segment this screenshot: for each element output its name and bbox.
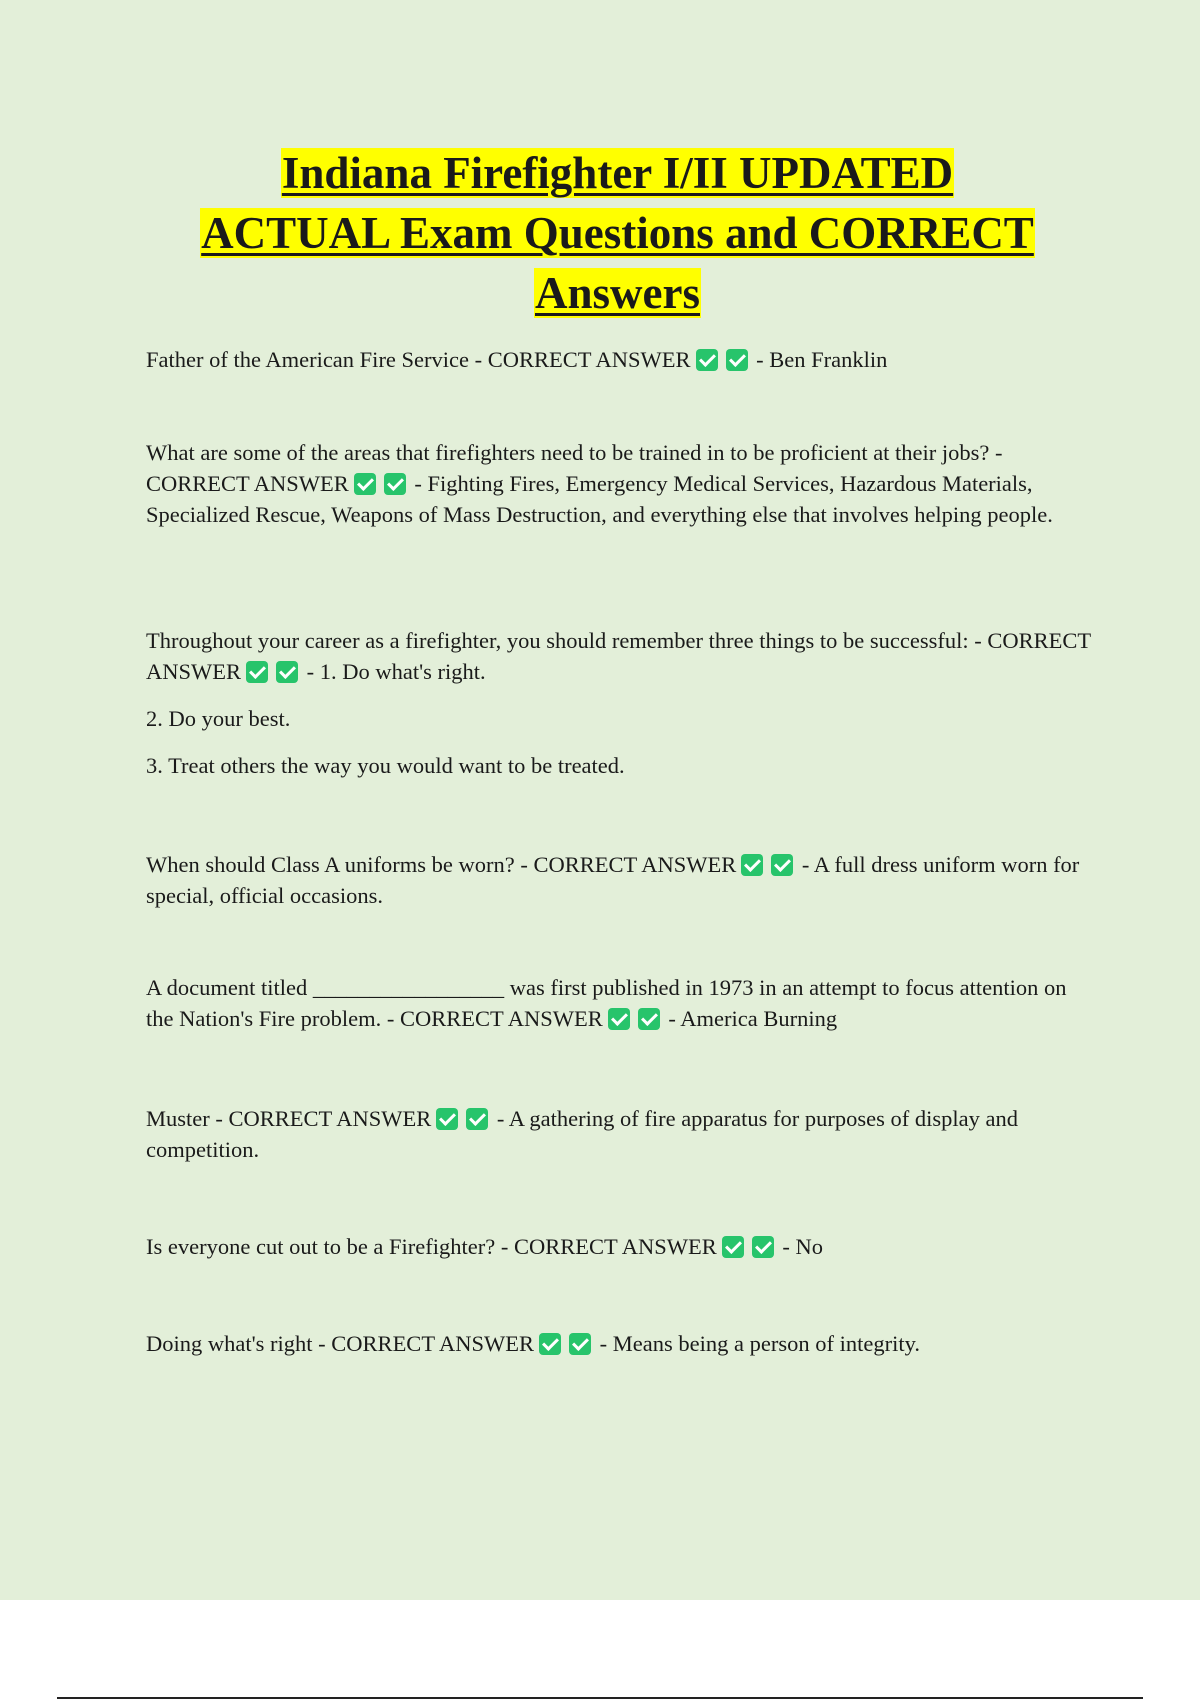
qa-item — [146, 1231, 1092, 1262]
answer-text: - No — [776, 1234, 823, 1259]
qa-item — [146, 437, 1092, 530]
question-text: When should Class A uniforms be worn? - — [146, 852, 534, 877]
qa-item — [146, 972, 1092, 1034]
qa-item — [146, 1328, 1092, 1359]
qa-text — [146, 344, 1092, 375]
answer-marker: CORRECT ANSWER — [146, 628, 1091, 684]
answer-marker: CORRECT ANSWER — [514, 1234, 717, 1259]
answer-list-item: 3. Treat others the way you would want to be treated. — [146, 753, 625, 778]
qa-item — [146, 625, 1092, 781]
green-checkmark-icon — [771, 854, 793, 876]
document-title — [120, 143, 1115, 323]
green-checkmark-icon — [741, 854, 763, 876]
green-checkmark-icon — [752, 1236, 774, 1258]
green-checkmark-icon — [276, 661, 298, 683]
answer-marker: CORRECT ANSWER — [146, 471, 349, 496]
answer-marker: CORRECT ANSWER — [228, 1106, 432, 1131]
title-line-2: ACTUAL Exam Questions and CORRECT — [201, 208, 1034, 258]
answer-text: - A full dress uniform worn for special, official occasions. — [146, 852, 1080, 908]
qa-text — [146, 1231, 1092, 1262]
question-text: What are some of the areas that firefighters need to be trained in to be proficient at their jobs? - — [146, 440, 1003, 465]
green-checkmark-icon — [539, 1333, 561, 1355]
green-checkmark-icon — [569, 1333, 591, 1355]
green-checkmark-icon — [384, 473, 406, 495]
answer-text: - 1. Do what's right. — [301, 659, 486, 684]
green-checkmark-icon — [696, 349, 718, 371]
answer-marker: CORRECT ANSWER — [400, 1006, 603, 1031]
answer-text: - Ben Franklin — [750, 347, 888, 372]
green-checkmark-icon — [354, 473, 376, 495]
question-text: Father of the American Fire Service - — [146, 347, 488, 372]
footer-divider — [57, 1697, 1143, 1699]
qa-text — [146, 972, 1092, 1034]
qa-item — [146, 849, 1092, 911]
question-text: Throughout your career as a firefighter, you should remember three things to be successful: - — [146, 628, 988, 653]
answer-text: - A gathering of fire apparatus for purposes of display and competition. — [146, 1106, 1018, 1162]
question-text: Is everyone cut out to be a Firefighter? - — [146, 1234, 514, 1259]
title-line-3: Answers — [535, 268, 700, 318]
qa-text — [146, 1328, 1092, 1359]
question-text: Muster - — [146, 1106, 229, 1131]
qa-text — [146, 849, 1092, 911]
green-checkmark-icon — [246, 661, 268, 683]
green-checkmark-icon — [608, 1008, 630, 1030]
green-checkmark-icon — [436, 1108, 458, 1130]
qa-item — [146, 1103, 1092, 1165]
answer-text: - America Burning — [662, 1006, 838, 1031]
qa-text — [146, 625, 1092, 687]
green-checkmark-icon — [466, 1108, 488, 1130]
answer-text: - Means being a person of integrity. — [594, 1331, 921, 1356]
answer-list-item: 2. Do your best. — [146, 706, 291, 731]
green-checkmark-icon — [638, 1008, 660, 1030]
green-checkmark-icon — [722, 1236, 744, 1258]
question-text: Doing what's right - — [146, 1331, 332, 1356]
qa-item — [146, 344, 1092, 375]
answer-text: - Fighting Fires, Emergency Medical Services, Hazardous Materials, Specialized Rescue, Weapons of Mass Destruction, and everything else that involves helping people. — [146, 471, 1053, 527]
answer-marker: CORRECT ANSWER — [487, 347, 691, 372]
answer-marker: CORRECT ANSWER — [331, 1331, 535, 1356]
qa-text — [146, 1103, 1092, 1165]
title-line-1: Indiana Firefighter I/II UPDATED — [281, 148, 954, 198]
qa-text — [146, 437, 1092, 530]
question-text: A document titled _________________ was first published in 1973 in an attempt to focus attention on the Nation's Fire problem. - — [146, 975, 1067, 1031]
answer-marker: CORRECT ANSWER — [533, 852, 737, 877]
green-checkmark-icon — [726, 349, 748, 371]
